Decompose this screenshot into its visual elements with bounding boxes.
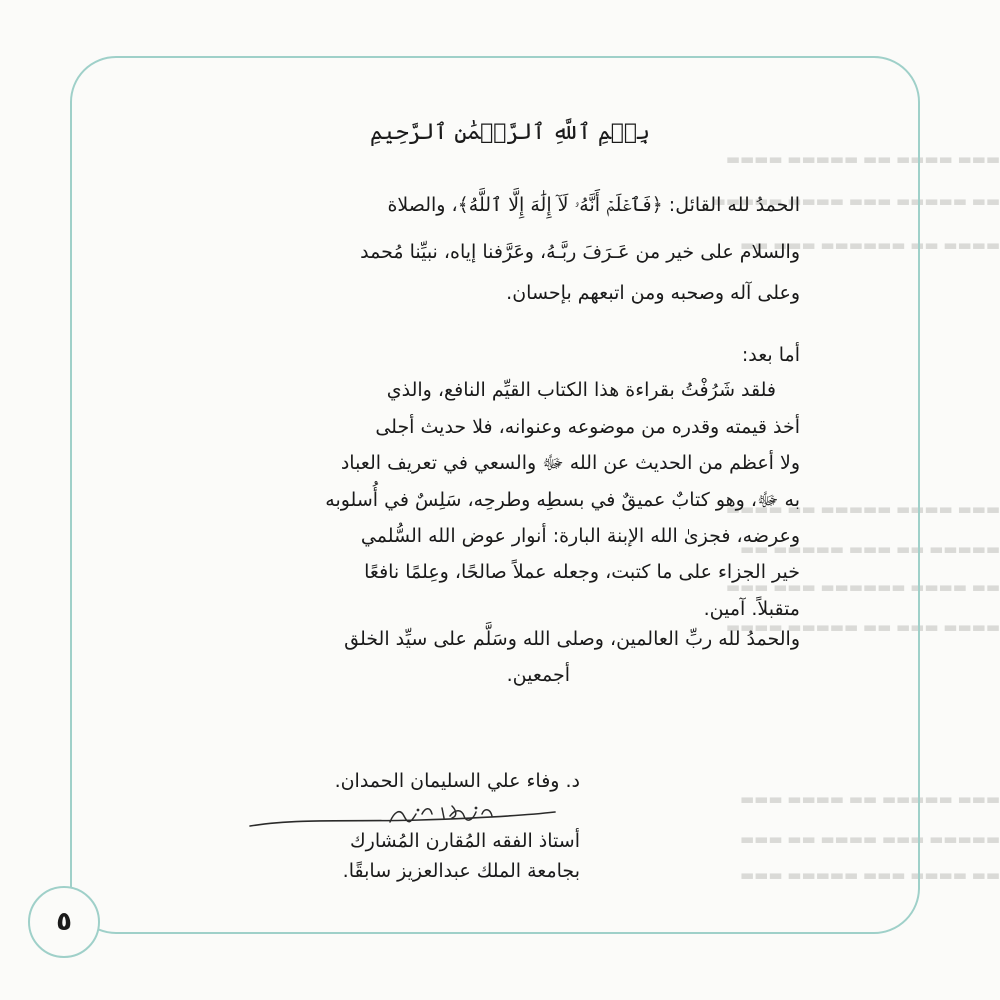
page-number: ٥ [56, 907, 72, 937]
document-page: ▬▬▬ ▬▬▬▬ ▬▬ ▬▬▬▬▬ ▬▬▬▬ ▬▬ ▬▬▬▬▬ ▬▬▬ ▬▬▬▬ ▬▬▬▬▬ ▬▬▬▬ ▬▬ ▬▬▬▬▬▬ ▬▬▬ ▬▬ ▬▬▬ ▬▬▬▬ ▬▬▬▬▬ ▬▬ ▬▬▬▬ ▬▬▬▬▬ ▬▬ ▬▬▬ ▬▬▬▬▬ ▬▬ ▬▬ ▬▬▬▬ ▬▬▬▬▬▬ ▬▬▬ ▬▬▬ ▬▬▬▬ ▬▬▬ ▬▬ ▬▬▬▬▬ ▬▬▬▬ ▬▬▬ ▬▬▬▬▬ ▬▬ ▬▬▬▬ ▬▬▬ ▬▬▬▬▬ ▬▬▬ ▬▬▬▬ ▬▬ ▬▬▬ ▬▬ ▬▬▬▬ ▬▬▬ ▬▬▬▬▬ ▬▬▬ بِسۡمِ ٱللَّهِ ٱلرَّحۡمَٰنِ ٱلرَّحِيمِ الحمدُ لله القائل: ﴿فَٱعۡلَمۡ أَنَّهُۥ لَآ إِلَٰهَ إِلَّا ٱللَّهُ﴾، والصلاة والسلام على خير من عَـرَفَ ربَّـهُ، وعَرَّفنا إياه، نبيِّنا مُحمد وعلى آله وصحبه ومن اتبعهم بإحسان. أما بعد: فلقد شَرُفْتُ بقراءة هذا الكتاب القيِّم النافع، والذي أخذ قيمته وقدره من موضوعه وعنوانه، فلا حديث أجلى ولا أعظم من الحديث عن الله ﷻ والسعي في تعريف العباد به ﷻ، وهو كتابٌ عميقٌ في بسطِه وطرحِه، سَلِسٌ في أُسلوبه وعرضه، فجزىٰ الله الإبنة البارة: أنوار عوض الله السُّلمي خير الجزاء على ما كتبت، وجعله عملاً صالحًا، وعِلمًا نافعًا متقبلاً. آمين. والحمدُ لله ربِّ العالمين، وصلى الله وسَلَّم على سيِّد الخلق أجمعين. د. وفاء علي السليمان الحمدان. أستاذ الفقه المُقارن المُشارك بجامعة الملك عبدالعزيز سابقًا. ٥ [0, 0, 1000, 1000]
amma-bad-heading: أما بعد: [741, 344, 800, 366]
foreword-body [100, 120, 800, 690]
signer-affiliation: بجامعة الملك عبدالعزيز سابقًا. [342, 860, 580, 882]
body-line-1: الحمدُ لله القائل: ﴿فَٱعۡلَمۡ أَنَّهُۥ لَآ إِلَٰهَ إِلَّا ٱللَّهُ﴾، والصلاة [387, 194, 800, 216]
body-line-7: به ﷻ، وهو كتابٌ عميقٌ في بسطِه وطرحِه، سَلِسٌ في أُسلوبه [325, 489, 800, 511]
body-line-2: والسلام على خير من عَـرَفَ ربَّـهُ، وعَرَّفنا إياه، نبيِّنا مُحمد [360, 241, 800, 263]
body-line-10: متقبلاً. آمين. [703, 598, 800, 620]
basmala-heading: بِسۡمِ ٱللَّهِ ٱلرَّحۡمَٰنِ ٱلرَّحِيمِ [369, 120, 651, 145]
body-line-8: وعرضه، فجزىٰ الله الإبنة البارة: أنوار عوض الله السُّلمي [360, 525, 800, 547]
body-line-4: فلقد شَرُفْتُ بقراءة هذا الكتاب القيِّم النافع، والذي [386, 379, 776, 401]
body-line-3: وعلى آله وصحبه ومن اتبعهم بإحسان. [506, 282, 800, 304]
page-number-badge [28, 886, 100, 958]
signer-name: د. وفاء علي السليمان الحمدان. [334, 770, 580, 792]
body-line-9: خير الجزاء على ما كتبت، وجعله عملاً صالحًا، وعِلمًا نافعًا [364, 561, 800, 583]
signature-block [200, 760, 580, 890]
body-line-6: ولا أعظم من الحديث عن الله ﷻ والسعي في تعريف العباد [340, 452, 800, 474]
body-line-5: أخذ قيمته وقدره من موضوعه وعنوانه، فلا حديث أجلى [375, 416, 800, 438]
body-line-12: أجمعين. [506, 664, 570, 686]
signer-title: أستاذ الفقه المُقارن المُشارك [350, 830, 580, 852]
body-line-11: والحمدُ لله ربِّ العالمين، وصلى الله وسَلَّم على سيِّد الخلق [344, 628, 800, 650]
